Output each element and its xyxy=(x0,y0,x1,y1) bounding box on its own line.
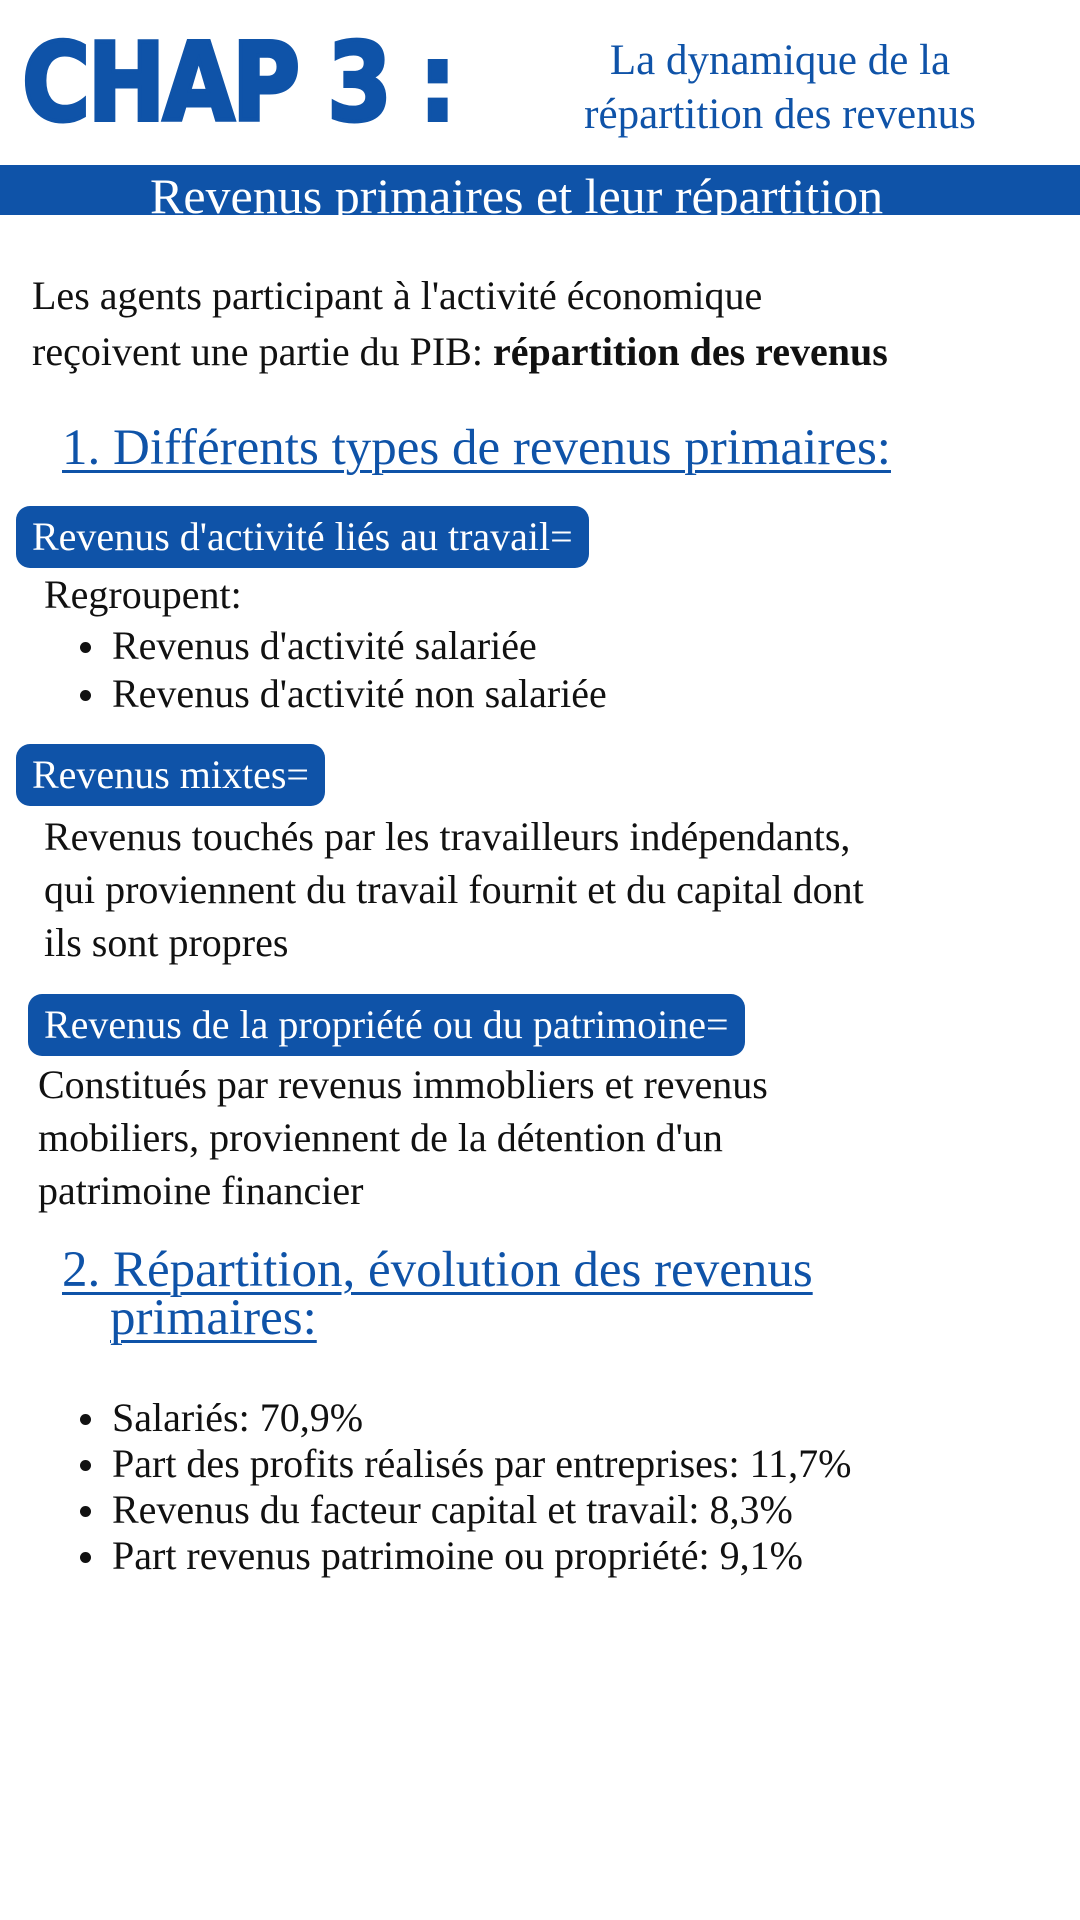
chapter-subtitle-line: La dynamique de la xyxy=(609,37,951,84)
section-2-title xyxy=(62,1242,813,1346)
section-1-title: 1. Différents types de revenus primaires: xyxy=(62,420,891,476)
title-banner xyxy=(0,165,1080,224)
section-2-title-line: 2. Répartition, évolution des revenus xyxy=(62,1242,813,1298)
description-line: qui proviennent du travail fournit et du capital dont xyxy=(44,867,864,912)
chapter-title: CHAP 3 : xyxy=(22,21,454,146)
description-line: ils sont propres xyxy=(44,920,289,965)
description-line: Constitués par revenus immobliers et revenus xyxy=(38,1062,768,1107)
description-line: mobiliers, proviennent de la détention d'un xyxy=(38,1115,723,1160)
revenus-activite-label: Revenus d'activité liés au travail= xyxy=(16,506,589,568)
list-item: Part revenus patrimoine ou propriété: 9,1% xyxy=(76,1533,851,1579)
intro-highlight: répartition des revenus xyxy=(492,329,888,374)
revenus-activite-intro: Regroupent: xyxy=(44,572,242,617)
intro-line: reçoivent une partie du PIB: xyxy=(32,329,493,374)
banner-title: Revenus primaires et leur répartition xyxy=(150,168,884,224)
revenus-patrimoine-description xyxy=(38,1058,1068,1217)
chapter-subtitle-line: répartition des revenus xyxy=(584,91,976,138)
chapter-subtitle xyxy=(540,34,1020,142)
repartition-list xyxy=(76,1395,851,1579)
section-2-title-line: primaires: xyxy=(110,1290,317,1346)
revenus-mixtes-description xyxy=(44,810,1074,969)
list-item: Revenus d'activité salariée xyxy=(76,622,607,670)
list-item: Salariés: 70,9% xyxy=(76,1395,851,1441)
list-item: Revenus du facteur capital et travail: 8,3% xyxy=(76,1487,851,1533)
revenus-mixtes-label: Revenus mixtes= xyxy=(16,744,325,806)
list-item: Revenus d'activité non salariée xyxy=(76,670,607,718)
description-line: Revenus touchés par les travailleurs indépendants, xyxy=(44,814,851,859)
list-item: Part des profits réalisés par entreprises: 11,7% xyxy=(76,1441,851,1487)
intro-paragraph xyxy=(32,268,1072,380)
intro-line: Les agents participant à l'activité économique xyxy=(32,273,763,318)
revenus-activite-list xyxy=(76,622,607,718)
revenus-patrimoine-label: Revenus de la propriété ou du patrimoine= xyxy=(28,994,745,1056)
description-line: patrimoine financier xyxy=(38,1168,364,1213)
